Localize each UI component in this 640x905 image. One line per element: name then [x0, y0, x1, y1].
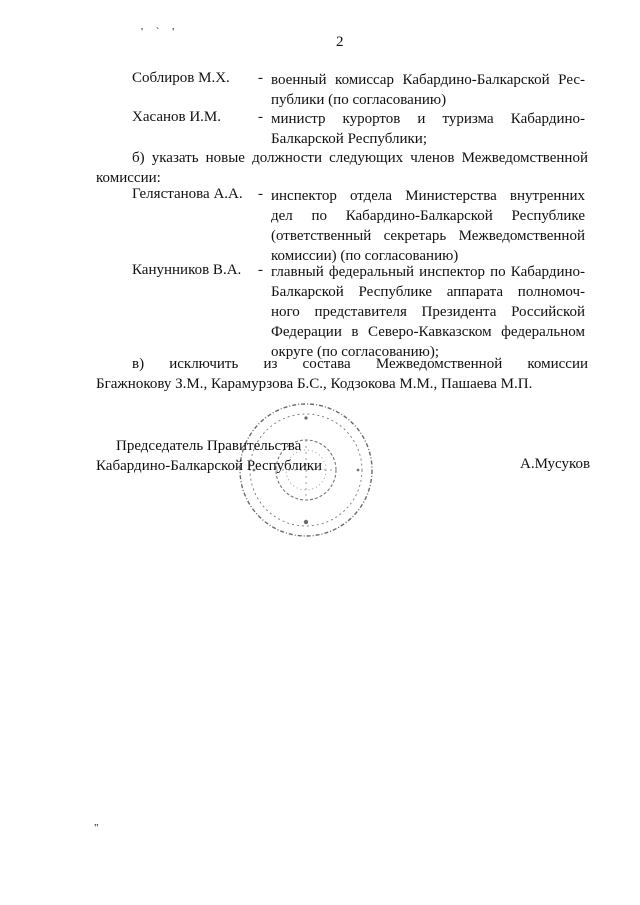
member-dash: -: [258, 109, 263, 125]
description-line: комиссии) (по согласованию): [271, 248, 459, 264]
signatory-position-line: Кабардино-Балкарской Республики: [96, 458, 323, 474]
description-line: инспектор отдела Министерства внутренних: [271, 188, 585, 204]
section-v-paragraph: [96, 354, 588, 394]
bottom-mark: ": [94, 822, 99, 834]
description-line: Балкарской Республике аппарата полномоч-: [271, 284, 585, 300]
member-description: [271, 70, 585, 110]
member-name: Соблиров М.Х.: [132, 70, 230, 86]
description-line: округе (по согласованию);: [271, 344, 440, 360]
page-number: 2: [336, 34, 344, 50]
member-description: [271, 109, 585, 149]
member-dash: -: [258, 262, 263, 278]
description-line: Балкарской Республики;: [271, 131, 427, 147]
member-name: Гелястанова А.А.: [132, 186, 243, 202]
member-name: Канунников В.А.: [132, 262, 242, 278]
description-line: министр курортов и туризма Кабардино-: [271, 111, 585, 127]
member-description: [271, 262, 585, 362]
description-line: военный комиссар Кабардино-Балкарской Рес-: [271, 72, 585, 88]
paragraph-line: комиссии:: [96, 170, 161, 186]
member-description: [271, 186, 585, 266]
member-name: Хасанов И.М.: [132, 109, 222, 125]
description-line: главный федеральный инспектор по Кабардино-: [271, 264, 585, 280]
description-line: ного представителя Президента Российской: [271, 304, 585, 320]
signature-title: [96, 436, 322, 476]
signatory-position-line: Председатель Правительства: [116, 438, 302, 454]
description-line: дел по Кабардино-Балкарской Республике: [271, 208, 585, 224]
corner-marks: ' ` ': [141, 26, 180, 38]
section-b-paragraph: [96, 148, 588, 188]
paragraph-line: б) указать новые должности следующих членов Межведомственной: [132, 150, 588, 166]
signatory-name: А.Мусуков: [520, 456, 591, 472]
description-line: Федерации в Северо-Кавказском федеральном: [271, 324, 585, 340]
description-line: публики (по согласованию): [271, 92, 447, 108]
description-line: (ответственный секретарь Межведомственной: [271, 228, 585, 244]
paragraph-line: в) исключить из состава Межведомственной комиссии: [132, 356, 588, 372]
member-dash: -: [258, 70, 263, 86]
member-dash: -: [258, 186, 263, 202]
paragraph-line: Бгажнокову З.М., Карамурзова Б.С., Кодзокова М.М., Пашаева М.П.: [96, 376, 533, 392]
